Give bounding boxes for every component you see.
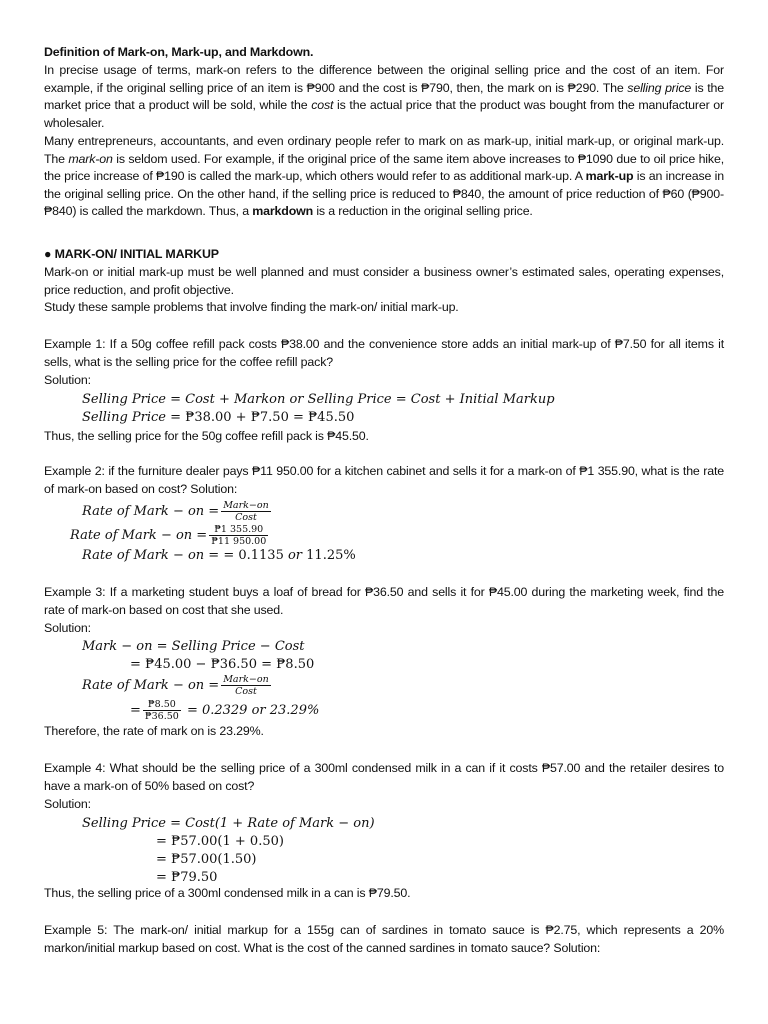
- example-4-conclusion: Thus, the selling price of a 300ml condensed milk in a can is ₱79.50.: [44, 886, 411, 900]
- example-5-question: Example 5: The mark-on/ initial markup for a 155g can of sardines in tomato sauce is ₱2.75, which represents a 20% markon/initial markup based on cost. What is the cost of the canned sardines in tomato sauce? Solution:: [44, 923, 724, 955]
- example-1-solution-label: Solution:: [44, 373, 91, 387]
- definition-paragraph-2: Many entrepreneurs, accountants, and even ordinary people refer to mark on as mark-up, initial mark-up, or original mark-up. The mark-on is seldom used. For example, if the original price of the same item above increases to ₱1090 due to oil price hike, the price increase of ₱190 is called the mark-up, which others would refer to as additional mark-up. A mark-up is an increase in the original selling price. On the other hand, if the selling price is reduced to ₱840, the amount of price reduction of ₱60 (₱900-₱840) is called the markdown. Thus, a markdown is a reduction in the original selling price.: [44, 134, 724, 218]
- fraction: $\frac{\text{Mark−on}}{\text{Cost}}$: [223, 674, 269, 697]
- fraction: $\frac{₱8.50}{₱36.50}$: [144, 699, 179, 722]
- example-1-conclusion: Thus, the selling price for the 50g coffee refill pack is ₱45.50.: [44, 429, 369, 443]
- example-4-equation-2: = ₱57.00(1 + 0.50): [156, 834, 284, 849]
- example-4-question: Example 4: What should be the selling price of a 300ml condensed milk in a can if it costs ₱57.00 and the retailer desires to have a mark-on of 50% based on cost?: [44, 761, 724, 793]
- example-1-question: Example 1: If a 50g coffee refill pack costs ₱38.00 and the convenience store adds an initial mark-up of ₱7.50 for all items it sells, what is the selling price for the coffee refill pack?: [44, 337, 724, 369]
- definition-heading: Definition of Mark-on, Mark-up, and Markdown.: [44, 45, 314, 59]
- example-4-equation-3: = ₱57.00(1.50): [156, 852, 257, 867]
- example-3-solution-label: Solution:: [44, 621, 91, 635]
- fraction: $\frac{₱1 355.90}{₱11 950.00}$: [211, 524, 267, 547]
- example-2-formula: Rate of Mark − on = $\frac{\text{Mark−on}}{\text{Cost}}$: [82, 500, 269, 523]
- example-4-equation-1: Selling Price = Cost(1 + Rate of Mark − on): [82, 816, 375, 831]
- example-4-equation-4: = ₱79.50: [156, 870, 218, 885]
- example-4-solution-label: Solution:: [44, 797, 91, 811]
- definition-paragraph-1: In precise usage of terms, mark-on refers to the difference between the original selling price and the cost of an item. For example, if the original selling price of an item is ₱900 and the cost is ₱790, then, the mark on is ₱290. The selling price is the market price that a product will be sold, while the cost is the actual price that the product was bought from the manufacturer or wholesaler.: [44, 63, 725, 130]
- markon-heading: ● MARK-ON/ INITIAL MARKUP: [44, 247, 219, 261]
- example-3-question: Example 3: If a marketing student buys a loaf of bread for ₱36.50 and sells it for ₱45.00 during the marketing week, find the rate of mark-on based on cost that she used.: [44, 585, 724, 617]
- example-2-result: Rate of Mark − on = = 0.1135 or 11.25%: [82, 548, 356, 563]
- example-2-substitution: Rate of Mark − on = $\frac{₱1 355.90}{₱11 950.00}$: [70, 524, 267, 547]
- example-2-question: Example 2: if the furniture dealer pays ₱11 950.00 for a kitchen cabinet and sells it for a mark-on of ₱1 355.90, what is the rate of mark-on based on cost? Solution:: [44, 464, 724, 496]
- example-3-formula: Rate of Mark − on = $\frac{\text{Mark−on}}{\text{Cost}}$: [82, 674, 269, 697]
- markon-study-line: Study these sample problems that involve finding the mark-on/ initial mark-up.: [44, 300, 459, 314]
- example-3-equation-2: = ₱45.00 − ₱36.50 = ₱8.50: [130, 657, 315, 672]
- markon-paragraph: Mark-on or initial mark-up must be well planned and must consider a business owner’s estimated sales, operating expenses, price reduction, and profit objective.: [44, 265, 724, 297]
- fraction: $\frac{\text{Mark−on}}{\text{Cost}}$: [223, 500, 269, 523]
- example-3-conclusion: Therefore, the rate of mark on is 23.29%.: [44, 724, 264, 738]
- example-3-result: = $\frac{₱8.50}{₱36.50}$ = 0.2329 or 23.29%: [130, 699, 320, 722]
- example-1-equation-1: Selling Price = Cost + Markon or Selling Price = Cost + Initial Markup: [82, 392, 555, 407]
- example-1-equation-2: Selling Price = ₱38.00 + ₱7.50 = ₱45.50: [82, 410, 355, 425]
- example-3-equation-1: Mark − on = Selling Price − Cost: [82, 639, 305, 654]
